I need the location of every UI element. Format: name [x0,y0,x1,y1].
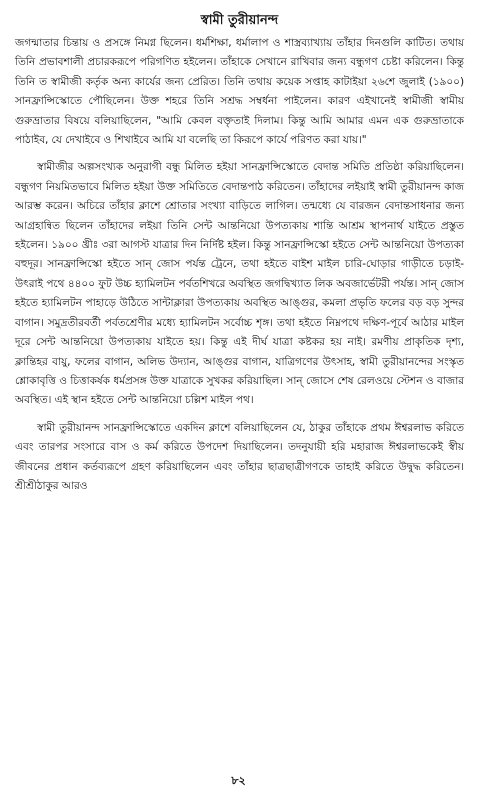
page-number: ৮২ [231,774,246,787]
paragraph-teaching: স্বামী তুরীয়ানন্দ সানফ্রান্সিস্কোতে একদিন ক্লাশে বলিয়াছিলেন যে, ঠাকুর তাঁহাকে প্রথম ঈশ্বরলাভ করিতে এবং তারপর সংসারে বাস ও কর্ম করিতে উপদেশ দিয়াছিলেন। তদনুযায়ী হরি মহারাজ ঈশ্বরলাভকেই স্বীয় জীবনের প্রধান কর্তব্যরূপে গ্রহণ করিয়াছিলেন এবং তাঁহার ছাত্রছাত্রীগণকে তাহাই করিতে উদ্বুদ্ধ করিতেন। শ্রীশ্রীঠাকুর আরও [15,421,464,492]
paragraph-vedanta-society: স্বামীজীর অল্পসংখ্যক অনুরাগী বন্ধু মিলিত হইয়া সানফ্রান্সিস্কোতে বেদান্ত সমিতি প্রতিষ্ঠা করিয়াছিলেন। বন্ধুগণ নিয়মিতভাবে মিলিত হইয়া উক্ত সমিতিতে বেদান্তপাঠ করিতেন। তাঁহাদের লইয়াই স্বামী তুরীয়ানন্দ কাজ আরম্ভ করেন। অচিরে তাঁহার ক্লাশে শ্রোতার সংখ্যা বাড়িতে লাগিল। তন্মধ্যে যে বারজন বেদান্তসাধনার জন্য আগ্রহান্বিত ছিলেন তাঁহাদের লইয়া তিনি সেন্ট আন্তনিয়ো উপত্যকায় শান্তি আশ্রম স্থাপনার্থ যাইতে প্রস্তুত হইলেন। ১৯০০ খ্রীঃ ৩রা আগস্ট যাত্রার দিন নির্দিষ্ট হইল। কিন্তু সানফ্রান্সিস্কো হইতে সেন্ট আন্তনিয়ো উপত্যকা বহুদূর। সানফ্রান্সিস্কো হইতে সান্ জোস পর্যন্ত ট্রেনে, তথা হইতে বাইশ মাইল চারি-ঘোড়ার গাড়ীতে চড়াই-উৎরাই পথে ৪৪০০ ফুট উচ্চ হ্যামিলটন পর্বতশিখরে অবস্থিত জগদ্বিখ্যাত লিক অবজার্ভেটরী পর্যন্ত। সান্ জোস হইতে হ্যামিলটন পাহাড়ে উঠিতে সান্টাক্লারা উপত্যকায় অবস্থিত আঙ্গুর, কমলা প্রভৃতি ফলের বড় বড় সুন্দর বাগান। সমুদ্রতীরবর্তী পর্বতশ্রেণীর মধ্যে হ্যামিলটন সর্বোচ্চ শৃঙ্গ। তথা হইতে নিম্নপথে দক্ষিণ-পূর্বে আঠার মাইল দূরে সেন্ট আন্তনিয়ো উপত্যকায় যাইতে হয়। কিন্তু এই দীর্ঘ যাত্রা কষ্টকর হয় নাই। রমণীয় প্রাকৃতিক দৃশ্য, ক্লান্তিহর বায়ু, ফলের বাগান, অলিভ উদ্যান, আঙ্গুর বাগান, যাত্রিগণের উৎসাহ, স্বামী তুরীয়ানন্দের সংস্কৃত শ্লোকাবৃত্তি ও চিত্তাকর্ষক ধর্মপ্রসঙ্গ উক্ত যাত্রাকে সুখকর করিয়াছিল। সান্ জোসে শেষ রেলওয়ে স্টেশন ও বাজার অবস্থিত। এই স্থান হইতে সেন্ট আন্তনিয়ো চল্লিশ মাইল পথ। [15,161,464,407]
running-header: স্বামী তুরীয়ানন্দ [200,13,279,28]
paragraph-continued: জগন্মাতার চিন্তায় ও প্রসঙ্গে নিমগ্ন ছিলেন। ধর্মশিক্ষা, ধর্মালাপ ও শাস্ত্রব্যাখ্যায় তাঁহার দিনগুলি কাটিত। তথায় তিনি প্রভাবশালী প্রচারকরূপে পরিগণিত হইলেন। তাঁহাকে সেখানে রাখিবার জন্য বন্ধুগণ চেষ্টা করিলেন। কিন্তু তিনি ত স্বামীজী কর্তৃক অন্য কার্যের জন্য প্রেরিত। তিনি তথায় কয়েক সপ্তাহ কাটাইয়া ২৬শে জুলাই (১৯০০) সানফ্রান্সিস্কোতে পৌছিলেন। উক্ত শহরে তিনি সশ্রদ্ধ সম্বর্ধনা পাইলেন। কারণ এইখানেই স্বামীজী স্বামীয় গুরুভ্রাতার বিষয়ে বলিয়াছিলেন, "আমি কেবল বক্তৃতাই দিলাম। কিন্তু আমি আমার এমন এক গুরুভ্রাতাকে পাঠাইব, যে দেখাইবে ও শিখাইবে আমি যা বলেছি তা কিরূপে কার্যে পরিণত করা যায়।" [15,37,464,147]
